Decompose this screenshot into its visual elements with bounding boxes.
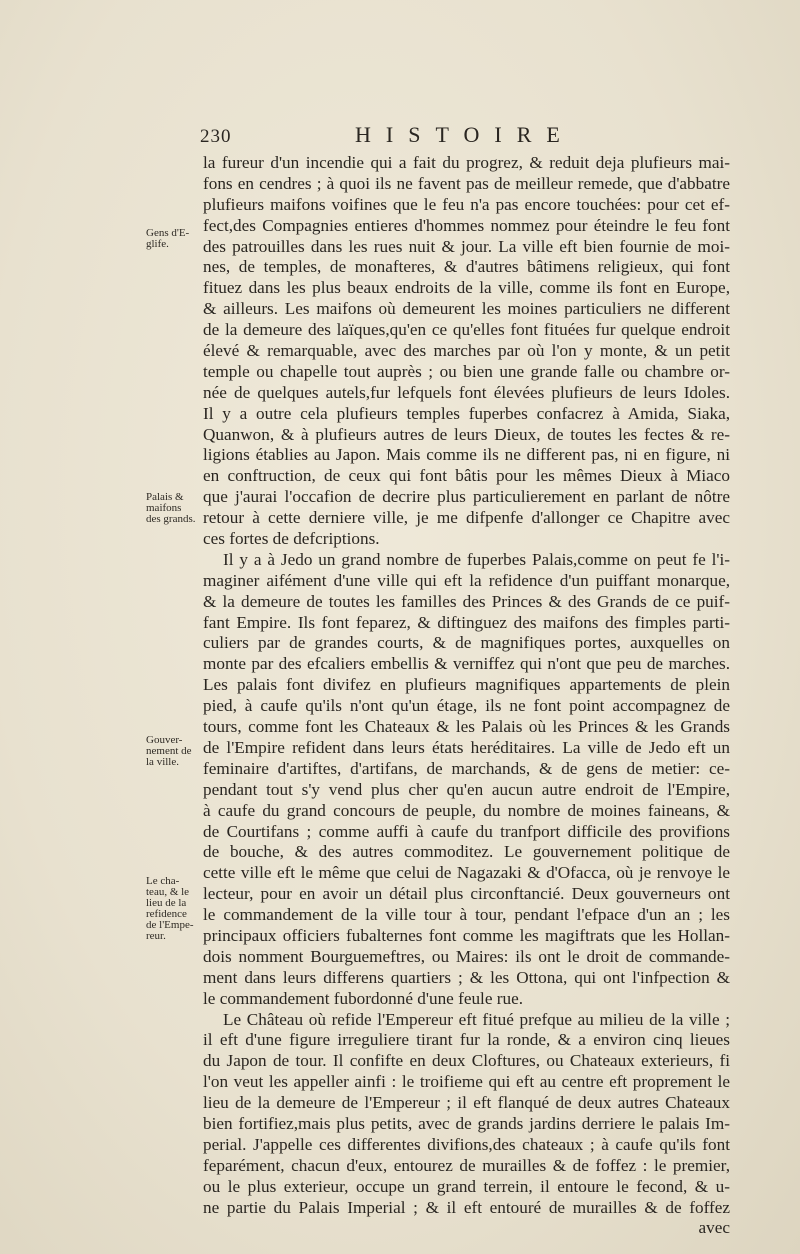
text-line: feparément, chacun d'eux, entourez de murailles & de foffez : le premier, bbox=[203, 1155, 730, 1175]
text-line: née de quelques autels,fur lefquels font élevées plufieurs de leurs Idoles. bbox=[203, 382, 730, 402]
text-line: culiers par de grandes courts, & de magnifiques portes, auxquelles on bbox=[203, 633, 730, 653]
text-line: principaux officiers fubalternes font comme les magiftrats que les Hollan- bbox=[203, 925, 730, 945]
text-line: & ailleurs. Les maifons où demeurent les moines particuliers ne different bbox=[203, 299, 730, 319]
text-line: des patrouilles dans les rues nuit & jour. La ville eft bien fournie de moi- bbox=[203, 236, 730, 256]
text-line: fant Empire. Ils font feparez, & diftinguez des maifons des fimples parti- bbox=[203, 612, 730, 632]
text-line: Les palais font divifez en plufieurs magnifiques appartements de plein bbox=[203, 675, 730, 695]
text-line: l'on veut les appeller ainfi : le troifieme qui eft au centre eft proprement le bbox=[203, 1072, 730, 1092]
margin-note-line: Gouver- bbox=[146, 734, 183, 746]
margin-note-line: Palais & bbox=[146, 491, 184, 503]
text-line: lieu de la demeure de l'Empereur ; il eft flanqué de deux autres Chateaux bbox=[203, 1093, 730, 1113]
body-text bbox=[203, 153, 730, 1239]
text-line: Il y a outre cela plufieurs temples fuperbes confacrez à Amida, Siaka, bbox=[203, 403, 730, 423]
text-line: Quanwon, & à plufieurs autres de leurs Dieux, de toutes les fectes & re- bbox=[203, 424, 730, 444]
text-line: Le Château où refide l'Empereur eft fitué prefque au milieu de la ville ; bbox=[223, 1009, 730, 1029]
text-line: temple ou chapelle tout auprès ; ou bien une grande falle ou chambre or- bbox=[203, 361, 730, 381]
text-line: ligions établies au Japon. Mais comme ils ne different pas, ni en figure, ni bbox=[203, 445, 730, 465]
page-header bbox=[200, 122, 730, 150]
text-line: & la demeure de toutes les familles des Princes & des Grands de ce puif- bbox=[203, 591, 730, 611]
text-line: ne partie du Palais Imperial ; & il eft entouré de murailles & de foffez bbox=[203, 1197, 730, 1217]
margin-note-gens-eglise bbox=[146, 228, 206, 250]
margin-note-line: maifons bbox=[146, 502, 182, 514]
text-line: ment dans leurs differens quartiers ; & les Ottona, qui ont l'infpection & bbox=[203, 967, 730, 987]
text-line: ou le plus exterieur, occupe un grand terrein, il entoure le fecond, & u- bbox=[203, 1176, 730, 1196]
text-line: cette ville eft le même que celui de Nagazaki & d'Ofacca, où je renvoye le bbox=[203, 863, 730, 883]
text-line: élevé & remarquable, avec des marches par où l'on y monte, & un petit bbox=[203, 341, 730, 361]
margin-note-palais bbox=[146, 492, 206, 525]
running-title: HISTOIRE bbox=[355, 122, 575, 147]
margin-note-line: teau, & le bbox=[146, 886, 190, 898]
margin-note-line: lieu de la bbox=[146, 897, 187, 909]
text-line: tours, comme font les Chateaux & les Palais où les Princes & les Grands bbox=[203, 717, 730, 737]
text-line: retour à cette derniere ville, je me difpenfe d'allonger ce Chapitre avec bbox=[203, 508, 730, 528]
text-line: le commandement de la ville tour à tour, pendant l'efpace d'un an ; les bbox=[203, 905, 730, 925]
text-line: maginer aifément d'une ville qui eft la refidence d'un puiffant monarque, bbox=[203, 570, 730, 590]
text-line: monte par des efcaliers embellis & verniffez qui n'ont que peu de marches. bbox=[203, 654, 730, 674]
text-line: de l'Empire refident dans leurs états heréditaires. La ville de Jedo eft un bbox=[203, 737, 730, 757]
text-line: feminaire d'artiftes, d'artifans, de marchands, & de gens de metier: ce- bbox=[203, 758, 730, 778]
text-line: fons en cendres ; à quoi ils ne favent pas de meilleur remede, que d'abbatre bbox=[203, 173, 730, 193]
text-line: de Courtifans ; comme auffi à caufe du tranfport difficile des provifions bbox=[203, 821, 730, 841]
catchword: avec bbox=[698, 1218, 730, 1238]
margin-note-line: des grands. bbox=[146, 513, 196, 525]
text-line: de bouche, & des autres commoditez. Le gouvernement politique de bbox=[203, 842, 730, 862]
text-line: pendant tout s'y vend plus cher qu'en aucun autre endroit de l'Empire, bbox=[203, 779, 730, 799]
text-line: perial. J'appelle ces differentes divifions,des chateaux ; à caufe qu'ils font bbox=[203, 1134, 730, 1154]
text-line: pied, à caufe qu'ils n'ont qu'un étage, ils ne font point accompagnez de bbox=[203, 696, 730, 716]
text-line: que j'aurai l'occafion de decrire plus particulierement en parlant de nôtre bbox=[203, 487, 730, 507]
text-line: fituez dans les plus beaux endroits de la ville, comme ils font en Europe, bbox=[203, 278, 730, 298]
text-line: dois nomment Bourguemeftres, ou Maires: ils ont le droit de commande- bbox=[203, 946, 730, 966]
text-line: du Japon de tour. Il confifte en deux Cloftures, ou Chateaux exterieurs, fi bbox=[203, 1051, 730, 1071]
margin-note-gouvernement bbox=[146, 735, 206, 768]
text-line: le commandement fubordonné d'une feule rue. bbox=[203, 988, 523, 1008]
margin-note-chateau bbox=[146, 876, 206, 942]
margin-note-line: Le cha- bbox=[146, 875, 180, 887]
text-line: la fureur d'un incendie qui a fait du progrez, & reduit deja plufieurs mai- bbox=[203, 153, 730, 172]
text-line: Il y a à Jedo un grand nombre de fuperbes Palais,comme on peut fe l'i- bbox=[223, 549, 730, 569]
text-line: lecteur, pour en avoir un détail plus circonftancié. Deux gouverneurs ont bbox=[203, 884, 730, 904]
text-line: plufieurs maifons voifines que le feu n'a pas encore touchées: pour cet ef- bbox=[203, 194, 730, 214]
text-line: bien fortifiez,mais plus petits, avec de grands jardins derriere le palais Im- bbox=[203, 1113, 730, 1133]
margin-note-line: nement de bbox=[146, 745, 192, 757]
margin-note-line: reur. bbox=[146, 930, 166, 942]
text-line: en conftruction, de ceux qui font bâtis pour les mêmes Dieux à Miaco bbox=[203, 466, 730, 486]
margin-note-line: la ville. bbox=[146, 756, 179, 768]
margin-note-line: de l'Empe- bbox=[146, 919, 194, 931]
text-line: à caufe du grand concours de peuple, du nombre de moines faineans, & bbox=[203, 800, 730, 820]
text-line: il eft d'une figure irreguliere tirant fur la ronde, & a environ cinq lieues bbox=[203, 1030, 730, 1050]
margin-note-line: glife. bbox=[146, 238, 169, 250]
text-line: de la demeure des laïques,qu'en ce qu'elles font fituées fur quelque endroit bbox=[203, 320, 730, 340]
margin-note-line: refidence bbox=[146, 908, 187, 920]
text-line: ces fortes de defcriptions. bbox=[203, 529, 380, 549]
text-line: fect,des Compagnies entieres d'hommes nommez pour éteindre le feu font bbox=[203, 215, 730, 235]
text-line: nes, de temples, de monafteres, & d'autres bâtimens religieux, qui font bbox=[203, 257, 730, 277]
page-number: 230 bbox=[200, 126, 232, 147]
margin-note-line: Gens d'E- bbox=[146, 227, 190, 239]
